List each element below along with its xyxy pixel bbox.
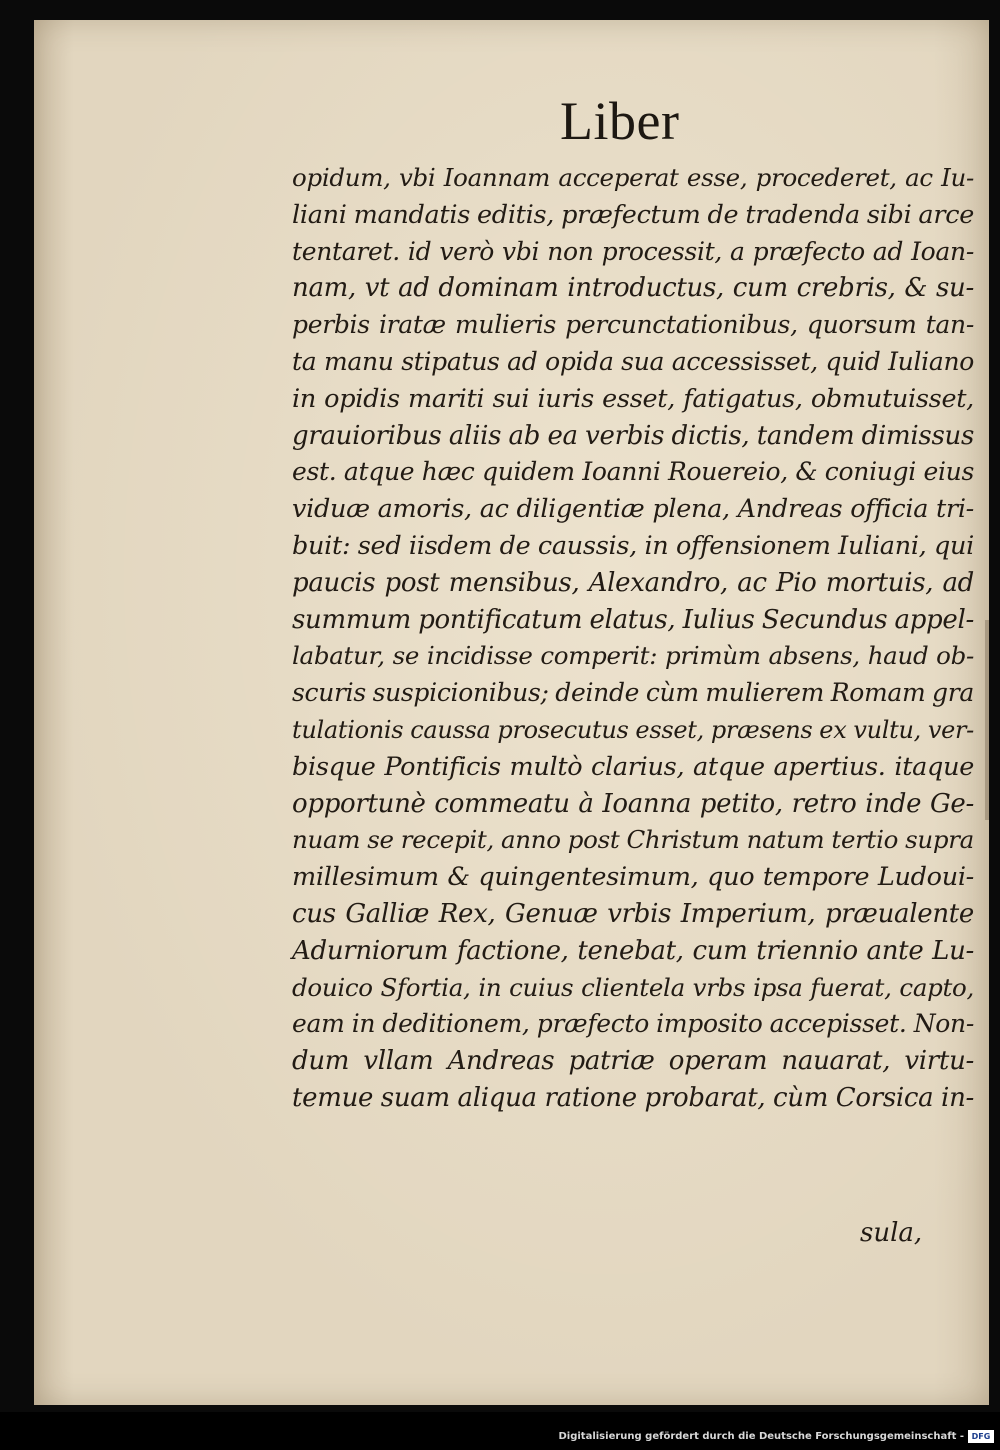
text-line: opportunè commeatu à Ioanna petito, retro inde Ge- bbox=[292, 788, 974, 819]
text-line: summum pontificatum elatus, Iulius Secundus appel- bbox=[292, 604, 974, 635]
text-line: temue suam aliqua ratione probarat, cùm Corsica in- bbox=[292, 1082, 974, 1113]
text-line: tulationis caussa prosecutus esset, præsens ex vultu, ver- bbox=[292, 715, 974, 744]
text-line: viduæ amoris, ac diligentiæ plena, Andreas officia tri- bbox=[292, 494, 974, 525]
catchword: sula, bbox=[860, 1218, 923, 1248]
body-text bbox=[292, 160, 974, 1117]
text-line: perbis iratæ mulieris percunctationibus, quorsum tan- bbox=[292, 310, 974, 340]
text-line: millesimum & quingentesimum, quo tempore Ludoui- bbox=[292, 862, 974, 893]
text-line: est. atque hæc quidem Ioanni Rouereio, & coniugi eius bbox=[292, 457, 974, 487]
text-line: paucis post mensibus, Alexandro, ac Pio mortuis, ad bbox=[292, 567, 974, 598]
text-line: grauioribus aliis ab ea verbis dictis, tandem dimissus bbox=[292, 420, 974, 451]
text-line: dum vllam Andreas patriæ operam nauarat, virtu- bbox=[292, 1046, 974, 1077]
dfg-logo-icon: DFG bbox=[968, 1430, 994, 1443]
text-line: bisque Pontificis multò clarius, atque apertius. itaque bbox=[292, 751, 974, 782]
text-line: liani mandatis editis, præfectum de tradenda sibi arce bbox=[292, 199, 974, 230]
text-line: Adurniorum factione, tenebat, cum triennio ante Lu- bbox=[292, 935, 974, 966]
footer-credit: Digitalisierung gefördert durch die Deutsche Forschungsgemeinschaft - bbox=[558, 1431, 964, 1442]
text-line: ta manu stipatus ad opida sua accessisset, quid Iuliano bbox=[292, 346, 974, 376]
text-line: eam in deditionem, præfecto imposito accepisset. Non- bbox=[292, 1009, 974, 1039]
page-edge-shadow bbox=[985, 620, 989, 820]
running-head: Liber bbox=[560, 91, 680, 151]
text-line: nam, vt ad dominam introductus, cum crebris, & su- bbox=[292, 273, 974, 304]
text-line: buit: sed iisdem de caussis, in offensionem Iuliani, qui bbox=[292, 530, 974, 561]
text-line: tentaret. id verò vbi non processit, a præfecto ad Ioan- bbox=[292, 236, 974, 266]
text-line: opidum, vbi Ioannam acceperat esse, procederet, ac Iu- bbox=[292, 163, 974, 192]
text-line: in opidis mariti sui iuris esset, fatigatus, obmutuisset, bbox=[292, 383, 974, 414]
text-line: nuam se recepit, anno post Christum natum tertio supra bbox=[292, 825, 974, 855]
text-line: scuris suspicionibus; deinde cùm mulierem Romam gra bbox=[292, 678, 974, 708]
text-line: labatur, se incidisse comperit: primùm absens, haud ob- bbox=[292, 641, 974, 671]
text-line: cus Galliæ Rex, Genuæ vrbis Imperium, præualente bbox=[292, 898, 974, 929]
text-line: douico Sfortia, in cuius clientela vrbs ipsa fuerat, capto, bbox=[292, 972, 974, 1002]
